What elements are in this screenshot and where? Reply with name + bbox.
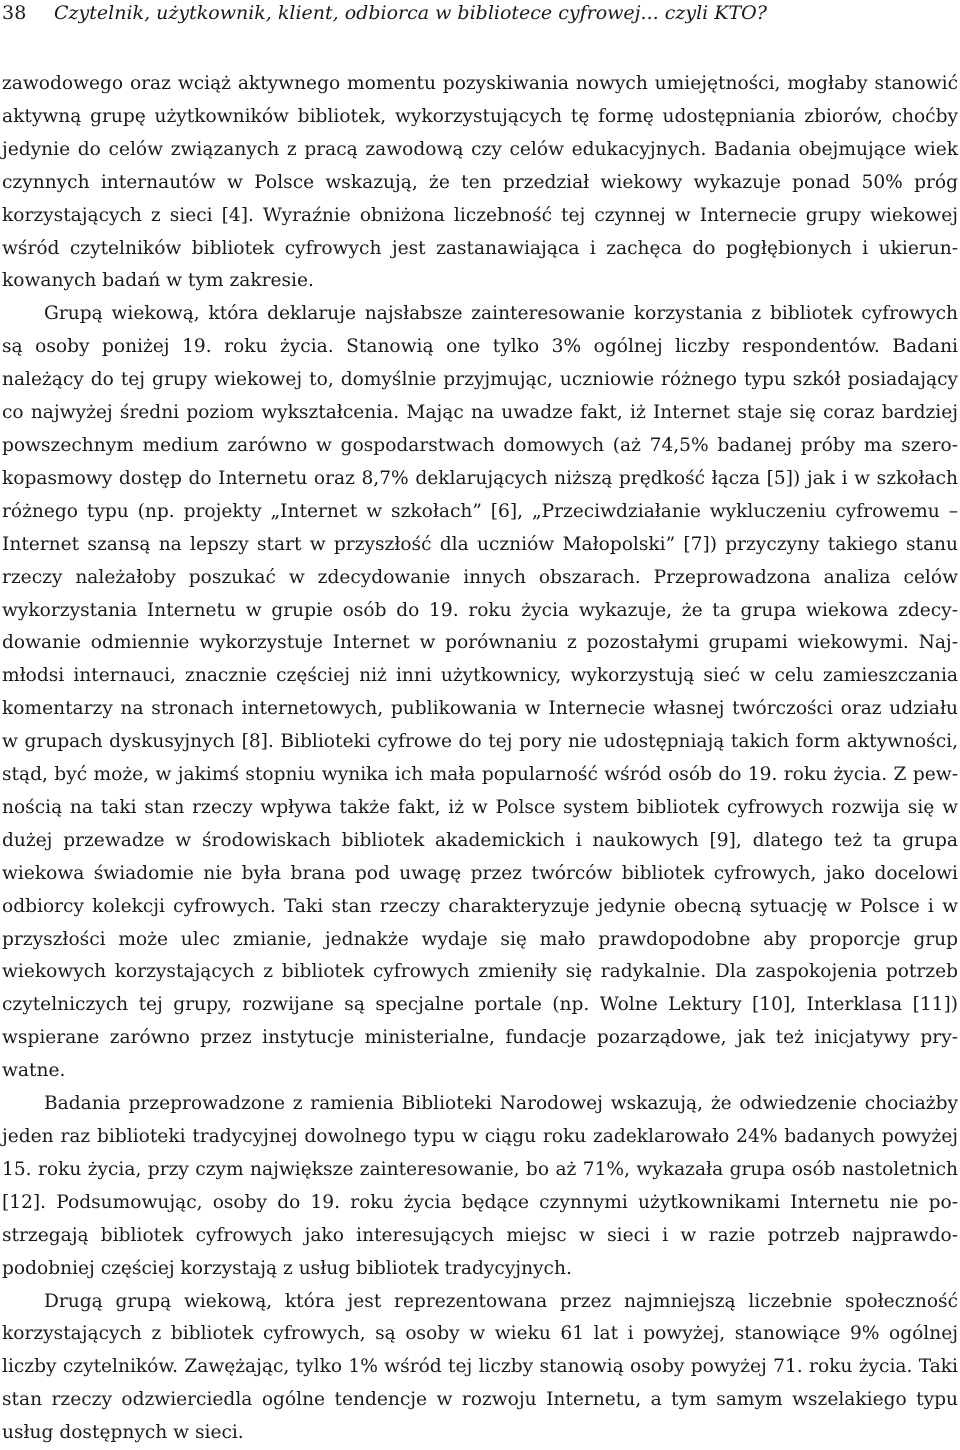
running-title: Czytelnik, użytkownik, klient, odbiorca w bibliotece cyfrowej... czyli KTO? <box>54 2 767 24</box>
paragraph-2: Grupą wiekową, która deklaruje najsłabsze zainteresowanie korzystania z bibliotek cyfrowych są osoby poniżej 19. roku życia. Stanowią one tylko 3% ogólnej liczby respondentów. Badani należący do tej grupy wiekowej to, domyślnie przyjmując, uczniowie różnego typu szkół posiadający co najwyżej średni poziom wykształcenia. Mając na uwadze fakt, iż Internet staje się coraz bardziej powszechnym medium zarówno w gospodarstwach domowych (aż 74,5% badanej próby ma szerokopasmowy dostęp do Internetu oraz 8,7% deklarujących niższą prędkość łącza [5]) jak i w szkołach różnego typu (np. projekty „Internet w szkołach” [6], „Przeciwdziałanie wykluczeniu cyfrowemu – Internet szansą na lepszy start w przyszłość dla uczniów Małopolski” [7]) przyczyny takiego stanu rzeczy należałoby poszukać w zdecydowanie innych obszarach. Przeprowadzona analiza celów wykorzystania Internetu w grupie osób do 19. roku życia wykazuje, że ta grupa wiekowa zdecydowanie odmiennie wykorzystuje Internet w porównaniu z pozostałymi grupami wiekowymi. Najmłodsi internauci, znacznie częściej niż inni użytkownicy, wykorzystują sieć w celu zamieszczania komentarzy na stronach internetowych, publikowania w Internecie własnej twórczości oraz udziału w grupach dyskusyjnych [8]. Biblioteki cyfrowe do tej pory nie udostępniają takich form aktywności, stąd, być może, w jakimś stopniu wynika ich mała popularność wśród osób do 19. roku życia. Z pewnością na taki stan rzeczy wpływa także fakt, iż w Polsce system bibliotek cyfrowych rozwija się w dużej przewadze w środowiskach bibliotek akademickich i naukowych [9], dlatego też ta grupa wiekowa świadomie nie była brana pod uwagę przez twórców bibliotek cyfrowych, jako docelowi odbiorcy kolekcji cyfrowych. Taki stan rzeczy charakteryzuje jedynie obecną sytuację w Polsce i w przyszłości może ulec zmianie, jednakże wydaje się mało prawdopodobne aby proporcje grup wiekowych korzystających z bibliotek cyfrowych zmieniły się radykalnie. Dla zaspokojenia potrzeb czytelniczych tej grupy, rozwijane są specjalne portale (np. Wolne Lektury [10], Interklasa [11]) wspierane zarówno przez instytucje ministerialne, fundacje pozarządowe, jak też inicjatywy prywatne. <box>2 303 958 1082</box>
paragraph-3: Badania przeprowadzone z ramienia Biblioteki Narodowej wskazują, że odwiedzenie chociażby jeden raz biblioteki tradycyjnej dowolnego typu w ciągu roku zadeklarowało 24% badanych powyżej 15. roku życia, przy czym największe zainteresowanie, bo aż 71%, wykazała grupa osób nastoletnich [12]. Podsumowując, osoby do 19. roku życia będące czynnymi użytkownikami Internetu nie postrzegają bibliotek cyfrowych jako interesujących miejsc w sieci i w razie potrzeb najprawdopodobniej częściej korzystają z usług bibliotek tradycyjnych. <box>2 1093 958 1279</box>
paragraph-4: Drugą grupą wiekową, która jest reprezentowana przez najmniejszą liczebnie społeczność korzystających z bibliotek cyfrowych, są osoby w wieku 61 lat i powyżej, stanowiące 9% ogólnej liczby czytelników. Zawężając, tylko 1% wśród tej liczby stanowią osoby powyżej 71. roku życia. Taki stan rzeczy odzwierciedla ogólne tendencje w rozwoju Internetu, a tym samym wszelakiego typu usług dostępnych w sieci. <box>2 1290 958 1444</box>
paragraph-1: zawodowego oraz wciąż aktywnego momentu pozyskiwania nowych umiejętności, mogłaby stanowić aktywną grupę użytkowników bibliotek, wykorzystujących tę formę udostępniania zbiorów, choćby jedynie do celów związanych z pracą zawodową czy celów edukacyjnych. Badania obejmujące wiek czynnych internautów w Polsce wskazują, że ten przedział wiekowy wykazuje ponad 50% próg korzystających z sieci [4]. Wyraźnie obniżona liczebność tej czynnej w Internecie grupy wiekowej wśród czytelników bibliotek cyfrowych jest zastanawiająca i zachęca do pogłębionych i ukierunkowanych badań w tym zakresie. <box>2 73 958 292</box>
body-text <box>2 68 958 1450</box>
running-header <box>2 0 958 42</box>
page-number: 38 <box>2 2 27 24</box>
